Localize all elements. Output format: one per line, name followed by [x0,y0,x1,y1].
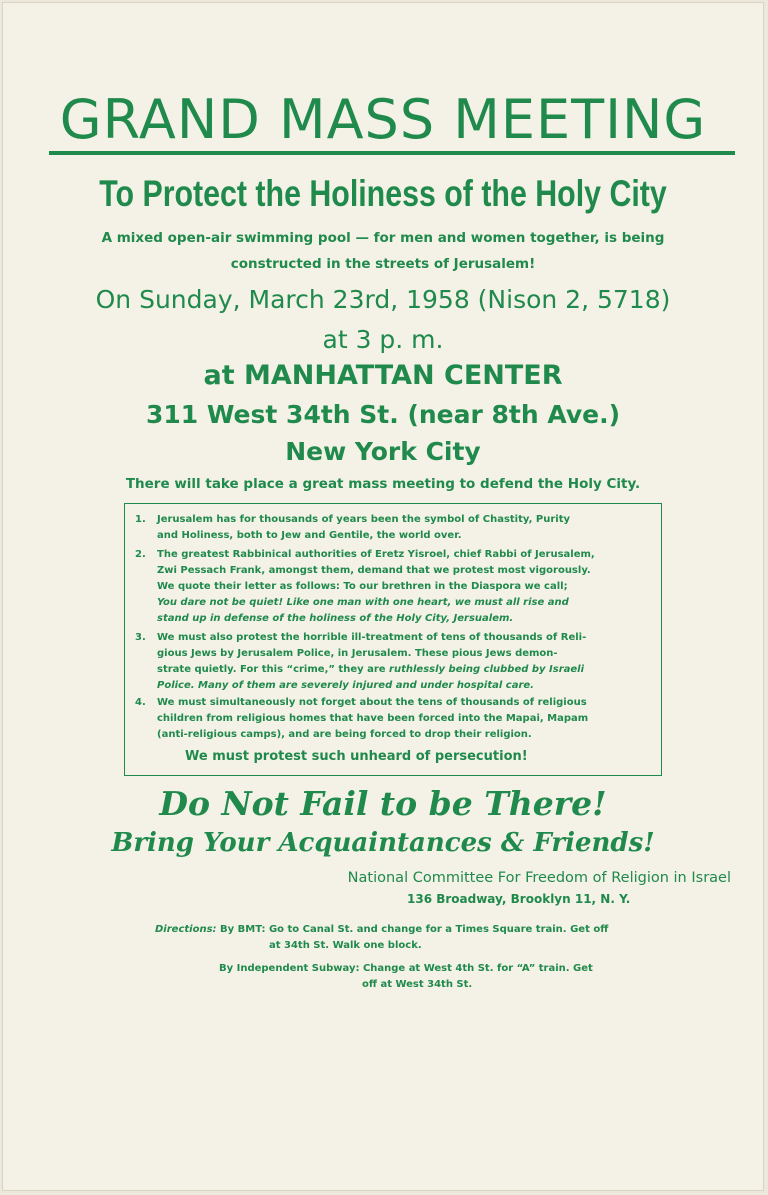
points-box [124,503,662,776]
committee-address: 136 Broadway, Brooklyn 11, N. Y. [407,892,631,906]
point-line-plain: strate quietly. For this “crime,” they are [157,664,390,675]
point-line: children from religious homes that have been forced into the Mapai, Mapam [157,713,589,724]
point-line: We quote their letter as follows: To our brethren in the Diaspora we call; [157,581,568,592]
point-line-mixed [157,662,637,678]
poster-subtitle: To Protect the Holiness of the Holy City [99,173,667,214]
point-3 [135,630,637,694]
directions-ind-line-2: off at West 34th St. [362,979,473,990]
directions-label: Directions: [155,924,217,935]
point-number: 1. [135,514,146,525]
point-line-italic: Police. Many of them are severely injured and under hospital care. [157,680,534,691]
point-2 [135,547,637,627]
point-line: We must simultaneously not forget about the tens of thousands of religious [157,697,587,708]
point-line: and Holiness, both to Jew and Gentile, the world over. [157,530,462,541]
title-rule [49,151,735,155]
point-4 [135,695,637,743]
point-1 [135,512,637,544]
directions-bmt-line-2: at 34th St. Walk one block. [269,940,422,951]
point-line-italic: stand up in defense of the holiness of the Holy City, Jersualem. [157,613,514,624]
event-time: at 3 p. m. [322,325,444,354]
point-line: Zwi Pessach Frank, amongst them, demand that we protest most vigorously. [157,565,591,576]
point-number: 2. [135,549,146,560]
directions-bmt [155,922,635,938]
protest-line: We must protest such unheard of persecution! [185,749,528,764]
point-line-italic: ruthlessly being clubbed by Israeli [389,664,585,675]
point-number: 4. [135,697,146,708]
event-city: New York City [285,437,481,466]
point-line: Jerusalem has for thousands of years been the symbol of Chastity, Purity [157,514,571,525]
event-address: 311 West 34th St. (near 8th Ave.) [145,400,621,429]
point-line: (anti-religious camps), and are being forced to drop their religion. [157,729,532,740]
point-line: The greatest Rabbinical authorities of Eretz Yisroel, chief Rabbi of Jerusalem, [157,549,595,560]
intro-line-1: A mixed open-air swimming pool — for men and women together, is being [101,230,665,246]
mass-meeting-line: There will take place a great mass meeting to defend the Holy City. [125,476,641,492]
bring-friends-heading: Bring Your Acquaintances & Friends! [111,828,655,858]
event-venue: at MANHATTAN CENTER [203,360,563,391]
event-date: On Sunday, March 23rd, 1958 (Nison 2, 5718) [95,285,671,314]
point-number: 3. [135,632,146,643]
intro-text [83,225,683,277]
point-line: We must also protest the horrible ill-treatment of tens of thousands of Reli- [157,632,587,643]
intro-line-2: constructed in the streets of Jerusalem! [230,256,536,272]
poster [2,2,764,1191]
directions-bmt-line-1: By BMT: Go to Canal St. and change for a Times Square train. Get off [216,924,609,935]
point-line-italic: You dare not be quiet! Like one man with one heart, we must all rise and [157,597,569,608]
do-not-fail-heading: Do Not Fail to be There! [159,784,607,823]
point-line: gious Jews by Jerusalem Police, in Jerusalem. These pious Jews demon- [157,648,558,659]
committee-name: National Committee For Freedom of Religion in Israel [347,870,731,886]
poster-title: GRAND MASS MEETING [59,88,707,151]
directions-ind-line-1: By Independent Subway: Change at West 4th St. for “A” train. Get [219,963,593,974]
